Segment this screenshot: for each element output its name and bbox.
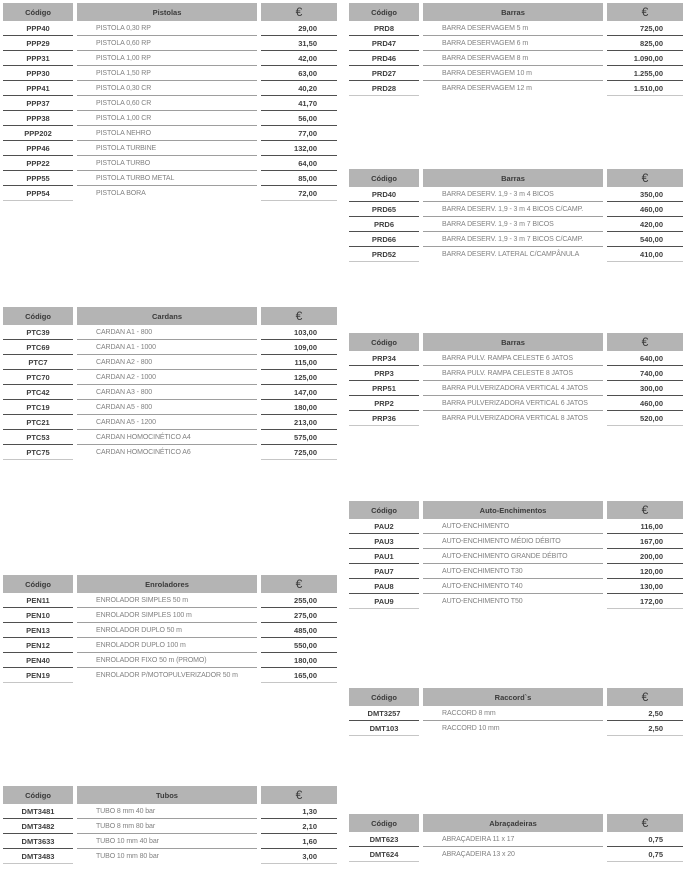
- cell-price: 180,00: [261, 653, 337, 668]
- code-column-header: Código: [349, 3, 419, 21]
- cell-code: PEN13: [3, 623, 73, 638]
- cell-price: 300,00: [607, 381, 683, 396]
- price-table-barras-deservagem: [349, 3, 683, 96]
- cell-code: PRD52: [349, 247, 419, 262]
- cell-description: AUTO-ENCHIMENTO GRANDE DÉBITO: [423, 549, 603, 564]
- cell-price: 31,50: [261, 36, 337, 51]
- cell-code: DMT103: [349, 721, 419, 736]
- cell-description: ENROLADOR SIMPLES 100 m: [77, 608, 257, 623]
- cell-code: DMT624: [349, 847, 419, 862]
- table-row: [349, 381, 683, 396]
- cell-code: PPP37: [3, 96, 73, 111]
- table-row: [349, 232, 683, 247]
- cell-description: BARRA PULVERIZADORA VERTICAL 8 JATOS: [442, 415, 588, 422]
- table-header-row: [349, 501, 683, 519]
- cell-code: DMT3481: [3, 804, 73, 819]
- cell-price: 116,00: [607, 519, 683, 534]
- cell-price: 63,00: [261, 66, 337, 81]
- table-row: [349, 721, 683, 736]
- euro-currency-header: €: [607, 501, 683, 519]
- cell-price: 213,00: [261, 415, 337, 430]
- table-row: [349, 549, 683, 564]
- cell-description: AUTO-ENCHIMENTO: [423, 519, 603, 534]
- table-row: [3, 400, 337, 415]
- cell-code: PRP51: [349, 381, 419, 396]
- cell-description: BARRA DESERVAGEM 10 m: [423, 66, 603, 81]
- cell-code: PAU2: [349, 519, 419, 534]
- table-row: [3, 96, 337, 111]
- cell-code: DMT3257: [349, 706, 419, 721]
- cell-code: PPP31: [3, 51, 73, 66]
- cell-price: 29,00: [261, 21, 337, 36]
- cell-description: CARDAN A1 - 1000: [77, 340, 257, 355]
- cell-price: 2,50: [607, 721, 683, 736]
- cell-code: PTC75: [3, 445, 73, 460]
- cell-description: AUTO-ENCHIMENTO T30: [423, 564, 603, 579]
- cell-code: PPP202: [3, 126, 73, 141]
- cell-price: 40,20: [261, 81, 337, 96]
- table-row: [3, 445, 337, 460]
- cell-description: PISTOLA BORA: [96, 190, 146, 197]
- cell-code: PAU9: [349, 594, 419, 609]
- cell-price: 575,00: [261, 430, 337, 445]
- cell-code: DMT623: [349, 832, 419, 847]
- cell-code: PEN10: [3, 608, 73, 623]
- table-header-row: [349, 3, 683, 21]
- table-row: [3, 638, 337, 653]
- euro-currency-header: €: [607, 688, 683, 706]
- cell-description: RACCORD 10 mm: [442, 725, 500, 732]
- cell-code: PTC21: [3, 415, 73, 430]
- table-row: [349, 706, 683, 721]
- table-header-row: [3, 307, 337, 325]
- table-row: [349, 36, 683, 51]
- cell-price: 275,00: [261, 608, 337, 623]
- cell-description: ENROLADOR SIMPLES 50 m: [77, 593, 257, 608]
- table-title: Barras: [423, 169, 603, 187]
- cell-description: PISTOLA TURBO METAL: [77, 171, 257, 186]
- cell-price: 1.510,00: [607, 81, 683, 96]
- table-title: Cardans: [77, 307, 257, 325]
- cell-description: CARDAN HOMOCINÉTICO A4: [77, 430, 257, 445]
- cell-description: ABRAÇADEIRA 11 x 17: [423, 832, 603, 847]
- table-row: [3, 51, 337, 66]
- euro-currency-header: €: [261, 575, 337, 593]
- price-table-abracadeiras: [349, 814, 683, 862]
- table-row: [349, 66, 683, 81]
- cell-price: 109,00: [261, 340, 337, 355]
- table-row: [349, 21, 683, 36]
- table-row: [349, 247, 683, 262]
- table-header-row: [3, 3, 337, 21]
- cell-price: 740,00: [607, 366, 683, 381]
- cell-price: 103,00: [261, 325, 337, 340]
- cell-price: 120,00: [607, 564, 683, 579]
- table-row: [3, 156, 337, 171]
- code-column-header: Código: [349, 688, 419, 706]
- price-table-auto-enchimentos: [349, 501, 683, 609]
- cell-price: 125,00: [261, 370, 337, 385]
- cell-description: BARRA DESERVAGEM 6 m: [423, 36, 603, 51]
- cell-description: BARRA PULV. RAMPA CELESTE 6 JATOS: [423, 351, 603, 366]
- price-table-cardans: [3, 307, 337, 460]
- cell-description: BARRA DESERV. 1,9 - 3 m 4 BICOS: [423, 187, 603, 202]
- table-row: [3, 355, 337, 370]
- cell-price: 1,60: [261, 834, 337, 849]
- cell-code: PRD46: [349, 51, 419, 66]
- cell-code: PAU8: [349, 579, 419, 594]
- cell-code: DMT3633: [3, 834, 73, 849]
- cell-code: PEN11: [3, 593, 73, 608]
- cell-price: 2,50: [607, 706, 683, 721]
- table-row: [3, 430, 337, 445]
- table-row: [3, 668, 337, 683]
- table-row: [3, 804, 337, 819]
- cell-price: 64,00: [261, 156, 337, 171]
- cell-code: PRD65: [349, 202, 419, 217]
- table-row: [3, 849, 337, 864]
- table-row: [349, 187, 683, 202]
- table-title: Pistolas: [77, 3, 257, 21]
- code-column-header: Código: [3, 3, 73, 21]
- cell-description: PISTOLA 1,50 RP: [77, 66, 257, 81]
- table-row: [349, 202, 683, 217]
- table-header-row: [3, 575, 337, 593]
- price-table-pistolas: [3, 3, 337, 201]
- table-row: [3, 171, 337, 186]
- price-table-barras-deserv-bicos: [349, 169, 683, 262]
- table-row: [3, 36, 337, 51]
- cell-description: ENROLADOR P/MOTOPULVERIZADOR 50 m: [96, 672, 238, 679]
- cell-description: PISTOLA TURBINE: [77, 141, 257, 156]
- cell-price: 130,00: [607, 579, 683, 594]
- table-row: [3, 819, 337, 834]
- cell-description: ABRAÇADEIRA 13 x 20: [442, 851, 515, 858]
- cell-price: 725,00: [261, 445, 337, 460]
- table-row: [349, 594, 683, 609]
- cell-description: PISTOLA 0,30 RP: [77, 21, 257, 36]
- cell-description: BARRA PULV. RAMPA CELESTE 8 JATOS: [423, 366, 603, 381]
- table-row: [3, 653, 337, 668]
- cell-description: PISTOLA TURBO: [77, 156, 257, 171]
- table-row: [3, 385, 337, 400]
- table-row: [349, 396, 683, 411]
- code-column-header: Código: [3, 307, 73, 325]
- cell-price: 420,00: [607, 217, 683, 232]
- table-row: [349, 51, 683, 66]
- cell-price: 180,00: [261, 400, 337, 415]
- cell-price: 520,00: [607, 411, 683, 426]
- code-column-header: Código: [349, 814, 419, 832]
- euro-currency-header: €: [607, 3, 683, 21]
- table-header-row: [349, 688, 683, 706]
- table-row: [3, 608, 337, 623]
- cell-code: PPP22: [3, 156, 73, 171]
- euro-currency-header: €: [261, 786, 337, 804]
- table-title: Raccord`s: [423, 688, 603, 706]
- cell-code: PRD6: [349, 217, 419, 232]
- cell-code: DMT3483: [3, 849, 73, 864]
- cell-description: AUTO-ENCHIMENTO MÉDIO DÉBITO: [423, 534, 603, 549]
- cell-code: PEN12: [3, 638, 73, 653]
- cell-code: PTC53: [3, 430, 73, 445]
- cell-description: PISTOLA 0,60 CR: [77, 96, 257, 111]
- cell-description: PISTOLA 0,60 RP: [77, 36, 257, 51]
- table-header-row: [349, 814, 683, 832]
- code-column-header: Código: [3, 786, 73, 804]
- table-row: [3, 21, 337, 36]
- cell-price: 200,00: [607, 549, 683, 564]
- cell-description: CARDAN A3 - 800: [77, 385, 257, 400]
- cell-price: 1.090,00: [607, 51, 683, 66]
- cell-code: PRP36: [349, 411, 419, 426]
- table-row: [349, 564, 683, 579]
- cell-code: PPP40: [3, 21, 73, 36]
- cell-price: 540,00: [607, 232, 683, 247]
- cell-code: PAU1: [349, 549, 419, 564]
- table-row: [349, 534, 683, 549]
- cell-code: DMT3482: [3, 819, 73, 834]
- price-table-barras-pulverizadoras: [349, 333, 683, 426]
- cell-code: PEN19: [3, 668, 73, 683]
- table-row: [349, 847, 683, 862]
- cell-code: PRD27: [349, 66, 419, 81]
- cell-description: CARDAN HOMOCINÉTICO A6: [96, 449, 191, 456]
- price-table-enroladores: [3, 575, 337, 683]
- cell-price: 1,30: [261, 804, 337, 819]
- code-column-header: Código: [349, 501, 419, 519]
- cell-price: 167,00: [607, 534, 683, 549]
- table-row: [3, 111, 337, 126]
- cell-price: 0,75: [607, 847, 683, 862]
- cell-description: BARRA DESERVAGEM 8 m: [423, 51, 603, 66]
- cell-code: PRD47: [349, 36, 419, 51]
- euro-currency-header: €: [607, 169, 683, 187]
- cell-price: 825,00: [607, 36, 683, 51]
- cell-description: TUBO 10 mm 80 bar: [96, 853, 159, 860]
- cell-price: 172,00: [607, 594, 683, 609]
- cell-code: PTC7: [3, 355, 73, 370]
- cell-description: BARRA PULVERIZADORA VERTICAL 6 JATOS: [423, 396, 603, 411]
- cell-price: 85,00: [261, 171, 337, 186]
- cell-price: 56,00: [261, 111, 337, 126]
- cell-code: PRD8: [349, 21, 419, 36]
- cell-price: 132,00: [261, 141, 337, 156]
- table-title: Enroladores: [77, 575, 257, 593]
- cell-price: 410,00: [607, 247, 683, 262]
- cell-code: PRP34: [349, 351, 419, 366]
- cell-price: 41,70: [261, 96, 337, 111]
- table-row: [349, 81, 683, 96]
- cell-code: PPP41: [3, 81, 73, 96]
- cell-description: ENROLADOR FIXO 50 m (PROMO): [77, 653, 257, 668]
- cell-description: BARRA DESERV. 1,9 - 3 m 4 BICOS C/CAMP.: [423, 202, 603, 217]
- cell-code: PRP3: [349, 366, 419, 381]
- cell-price: 640,00: [607, 351, 683, 366]
- cell-code: PAU7: [349, 564, 419, 579]
- cell-description: PISTOLA 1,00 CR: [77, 111, 257, 126]
- code-column-header: Código: [3, 575, 73, 593]
- code-column-header: Código: [349, 333, 419, 351]
- cell-price: 725,00: [607, 21, 683, 36]
- cell-description: BARRA DESERV. 1,9 - 3 m 7 BICOS C/CAMP.: [423, 232, 603, 247]
- price-table-raccords: [349, 688, 683, 736]
- cell-code: PTC69: [3, 340, 73, 355]
- table-row: [349, 519, 683, 534]
- table-title: Barras: [423, 333, 603, 351]
- table-row: [3, 415, 337, 430]
- table-row: [349, 217, 683, 232]
- cell-price: 550,00: [261, 638, 337, 653]
- table-row: [349, 366, 683, 381]
- table-row: [3, 623, 337, 638]
- euro-currency-header: €: [261, 307, 337, 325]
- table-row: [3, 81, 337, 96]
- cell-description: CARDAN A2 - 1000: [77, 370, 257, 385]
- table-title: Auto-Enchimentos: [423, 501, 603, 519]
- cell-description: BARRA PULVERIZADORA VERTICAL 4 JATOS: [423, 381, 603, 396]
- cell-description: TUBO 10 mm 40 bar: [77, 834, 257, 849]
- table-row: [349, 351, 683, 366]
- cell-description: TUBO 8 mm 80 bar: [77, 819, 257, 834]
- cell-code: PTC19: [3, 400, 73, 415]
- cell-price: 77,00: [261, 126, 337, 141]
- cell-code: PTC42: [3, 385, 73, 400]
- cell-code: PPP55: [3, 171, 73, 186]
- cell-price: 165,00: [261, 668, 337, 683]
- table-header-row: [349, 333, 683, 351]
- cell-description: PISTOLA 1,00 RP: [77, 51, 257, 66]
- cell-code: PPP30: [3, 66, 73, 81]
- table-header-row: [349, 169, 683, 187]
- table-row: [3, 593, 337, 608]
- cell-price: 460,00: [607, 396, 683, 411]
- table-row: [3, 325, 337, 340]
- table-title: Abraçadeiras: [423, 814, 603, 832]
- cell-code: PPP54: [3, 186, 73, 201]
- cell-price: 485,00: [261, 623, 337, 638]
- cell-price: 115,00: [261, 355, 337, 370]
- table-header-row: [3, 786, 337, 804]
- cell-description: CARDAN A5 - 1200: [77, 415, 257, 430]
- table-row: [3, 186, 337, 201]
- table-row: [3, 66, 337, 81]
- cell-description: PISTOLA NEHRO: [77, 126, 257, 141]
- table-row: [3, 834, 337, 849]
- cell-price: 0,75: [607, 832, 683, 847]
- cell-description: BARRA DESERVAGEM 12 m: [442, 85, 532, 92]
- cell-code: PPP46: [3, 141, 73, 156]
- euro-currency-header: €: [607, 814, 683, 832]
- cell-code: PEN40: [3, 653, 73, 668]
- cell-code: PTC70: [3, 370, 73, 385]
- cell-description: TUBO 8 mm 40 bar: [77, 804, 257, 819]
- cell-description: ENROLADOR DUPLO 50 m: [77, 623, 257, 638]
- price-table-tubos: [3, 786, 337, 864]
- table-row: [3, 141, 337, 156]
- code-column-header: Código: [349, 169, 419, 187]
- table-row: [349, 579, 683, 594]
- table-row: [349, 411, 683, 426]
- cell-code: PRD40: [349, 187, 419, 202]
- cell-code: PAU3: [349, 534, 419, 549]
- cell-description: AUTO-ENCHIMENTO T50: [442, 598, 523, 605]
- cell-code: PPP29: [3, 36, 73, 51]
- table-title: Tubos: [77, 786, 257, 804]
- table-row: [349, 832, 683, 847]
- cell-description: CARDAN A5 - 800: [77, 400, 257, 415]
- cell-price: 3,00: [261, 849, 337, 864]
- cell-description: CARDAN A2 - 800: [77, 355, 257, 370]
- cell-price: 2,10: [261, 819, 337, 834]
- cell-code: PRD28: [349, 81, 419, 96]
- cell-description: BARRA DESERVAGEM 5 m: [423, 21, 603, 36]
- euro-currency-header: €: [261, 3, 337, 21]
- table-title: Barras: [423, 3, 603, 21]
- cell-code: PRP2: [349, 396, 419, 411]
- table-row: [3, 340, 337, 355]
- euro-currency-header: €: [607, 333, 683, 351]
- cell-price: 255,00: [261, 593, 337, 608]
- cell-price: 460,00: [607, 202, 683, 217]
- cell-price: 147,00: [261, 385, 337, 400]
- cell-description: PISTOLA 0,30 CR: [77, 81, 257, 96]
- cell-description: AUTO-ENCHIMENTO T40: [423, 579, 603, 594]
- cell-code: PTC39: [3, 325, 73, 340]
- cell-description: BARRA DESERV. LATERAL C/CAMPÂNULA: [442, 251, 580, 258]
- table-row: [3, 370, 337, 385]
- cell-description: ENROLADOR DUPLO 100 m: [77, 638, 257, 653]
- cell-description: RACCORD 8 mm: [423, 706, 603, 721]
- cell-price: 1.255,00: [607, 66, 683, 81]
- cell-code: PPP38: [3, 111, 73, 126]
- cell-description: CARDAN A1 - 800: [77, 325, 257, 340]
- cell-price: 350,00: [607, 187, 683, 202]
- cell-code: PRD66: [349, 232, 419, 247]
- table-row: [3, 126, 337, 141]
- cell-description: BARRA DESERV. 1,9 - 3 m 7 BICOS: [423, 217, 603, 232]
- cell-price: 72,00: [261, 186, 337, 201]
- cell-price: 42,00: [261, 51, 337, 66]
